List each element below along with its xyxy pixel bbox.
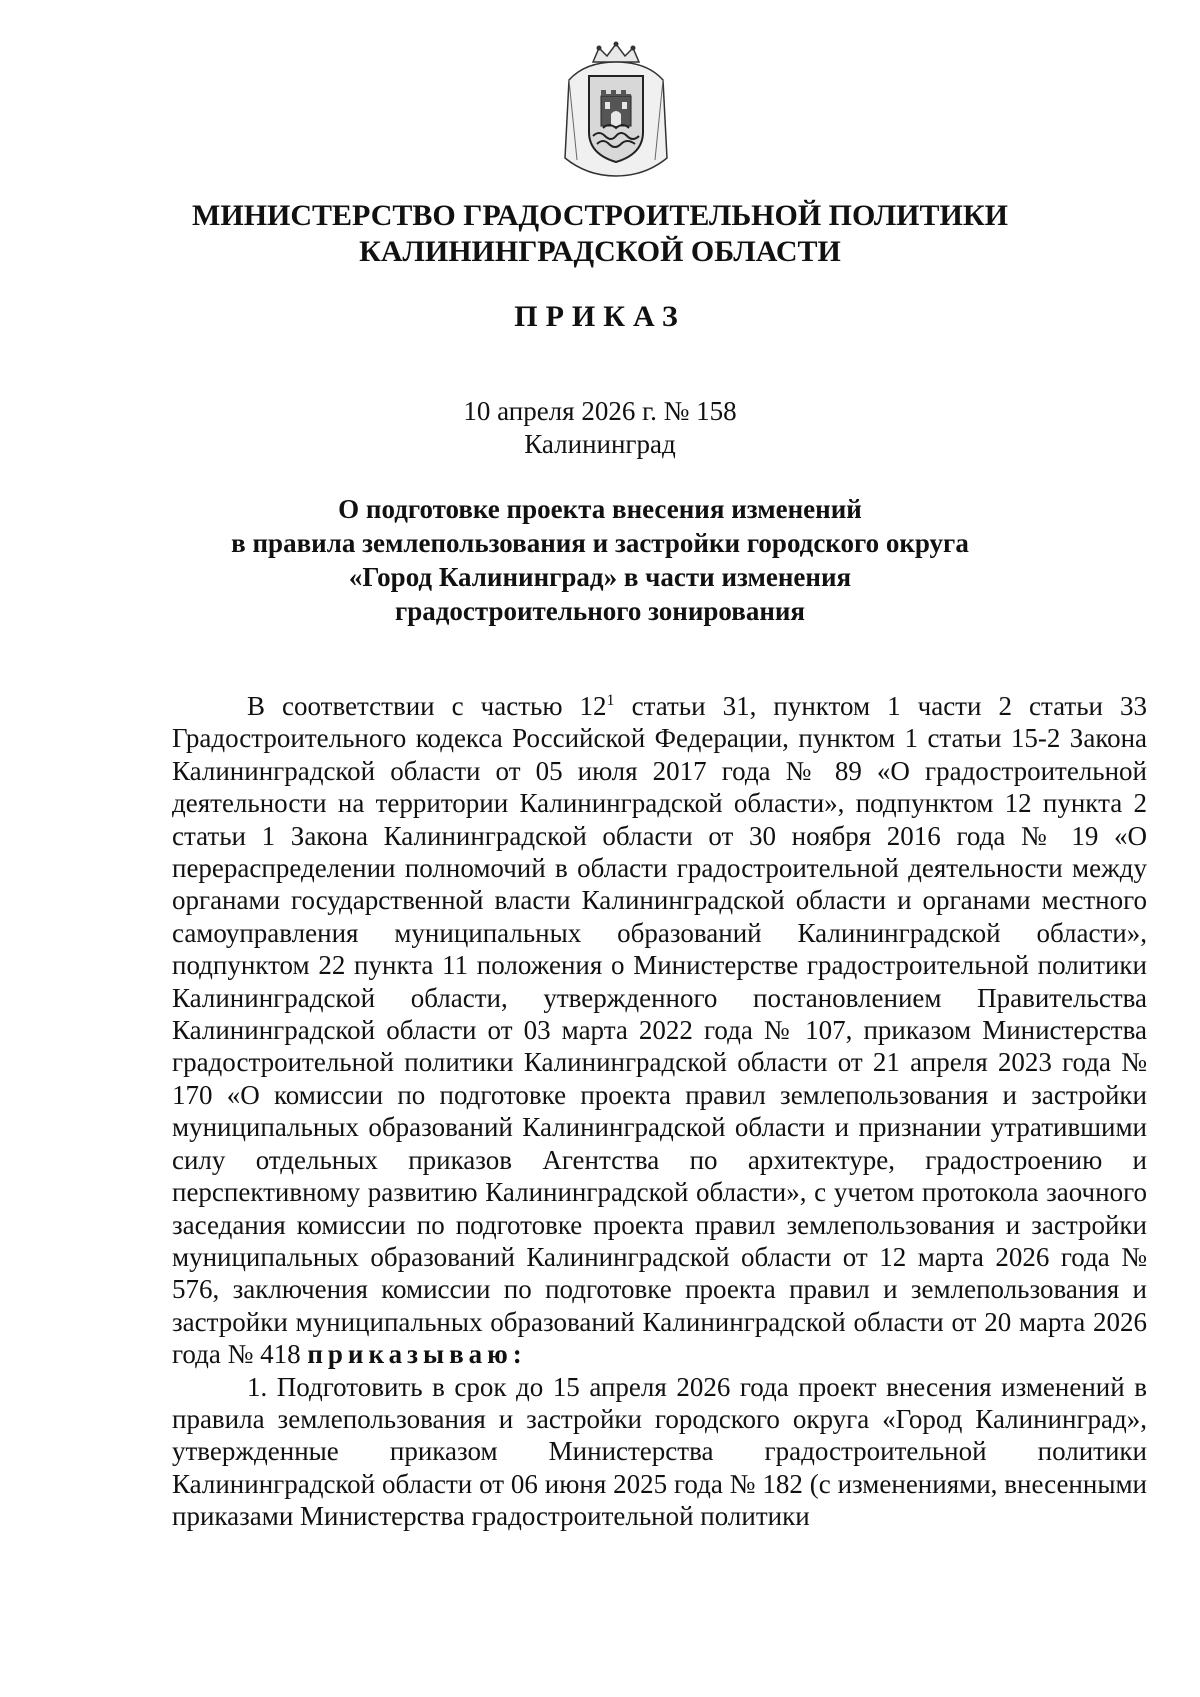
subject-line4: градостроительного зонирования xyxy=(394,596,806,626)
order-date-block xyxy=(0,395,1200,461)
order-date-number: 10 апреля 2026 г. № 158 xyxy=(463,396,737,426)
coat-of-arms-icon xyxy=(555,40,677,180)
order-keyword: приказываю: xyxy=(307,1339,527,1370)
subject-line2: в правила землепользования и застройки городского округа xyxy=(231,528,969,558)
preamble-text: статьи 31, пунктом 1 части 2 статьи 33 Градостроительного кодекса Российской Федерации, пунктом 1 статьи 15-2 Закона Калининградской области от 05 июля 2017 года № 89 «О градостроительной деятельности на территории Калининградской области», подпунктом 12 пункта 2 статьи 1 Закона Калининградской области от 30 ноября 2016 года № 19 «О перераспределении полномочий в области градостроительной деятельности между органами государственной власти Калининградской области и органами местного самоуправления муниципальных образований Калининградской области», подпунктом 22 пункта 11 положения о Министерстве градостроительной политики Калининградской области, утвержденного постановлением Правительства Калининградской области от 03 марта 2022 года № 107, приказом Министерства градостроительной политики Калининградской области от 21 апреля 2023 года № 170 «О комиссии по подготовке проекта правил землепользования и застройки муниципальных образований Калининградской области и признании утратившими силу отдельных приказов Агентства по архитектуре, градостроению и перспективному развитию Калининградской области», с учетом протокола заочного заседания комиссии по подготовке проекта правил землепользования и застройки муниципальных образований Калининградской области от 12 марта 2026 года № 576, заключения комиссии по подготовке проекта правил и землепользования и застройки муниципальных образований Калининградской области от 20 марта 2026 года № 418 xyxy=(172,691,1147,1370)
order-subject xyxy=(0,492,1200,628)
body-paragraph-preamble xyxy=(172,690,1147,1371)
document-type: ПРИКАЗ xyxy=(514,300,686,333)
ministry-title-line2: КАЛИНИНГРАДСКОЙ ОБЛАСТИ xyxy=(359,235,841,268)
order-city: Калининград xyxy=(524,429,676,459)
preamble-start: В соответствии с частью 12 xyxy=(247,691,607,721)
subject-line3: «Город Калининград» в части изменения xyxy=(348,562,852,592)
subject-line1: О подготовке проекта внесения изменений xyxy=(338,494,862,524)
order-body xyxy=(172,690,1147,1533)
ministry-title-line1: МИНИСТЕРСТВО ГРАДОСТРОИТЕЛЬНОЙ ПОЛИТИКИ xyxy=(192,199,1008,232)
body-paragraph-1: 1. Подготовить в срок до 15 апреля 2026 года проект внесения изменений в правила землепользования и застройки городского округа «Город Калининград», утвержденные приказом Министерства градостроительной политики Калининградской области от 06 июня 2025 года № 182 (с изменениями, внесенными приказами Министерства градостроительной политики xyxy=(172,1371,1147,1532)
superscript-index: 1 xyxy=(606,692,615,709)
ministry-title xyxy=(0,198,1200,270)
